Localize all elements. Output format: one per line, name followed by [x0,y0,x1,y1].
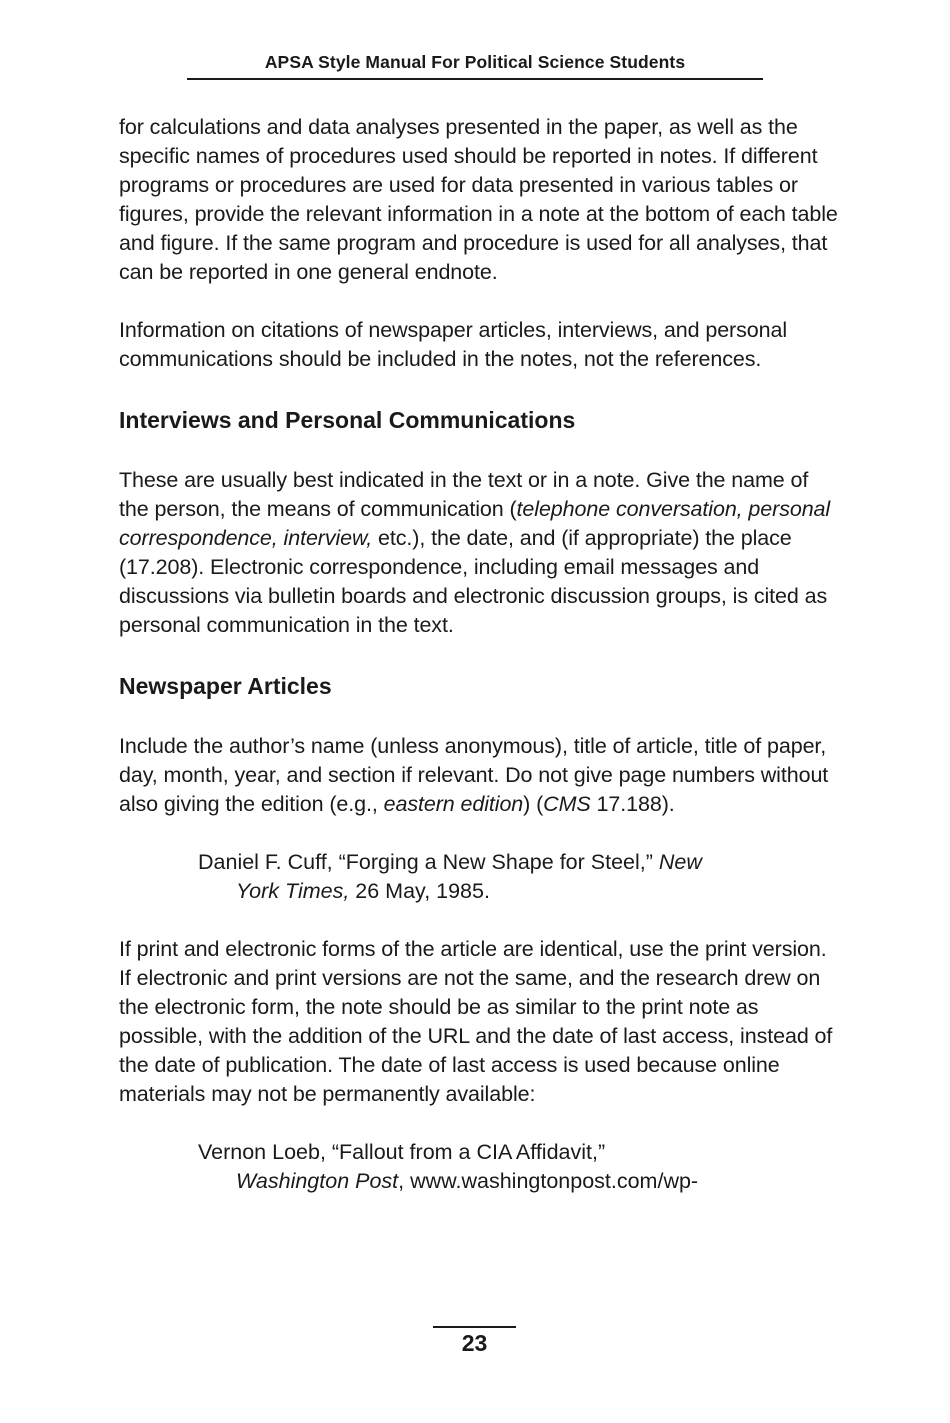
italic-text-run: New [658,850,702,874]
text-run: 26 May, 1985. [349,879,490,903]
citation-continuation [198,877,758,906]
italic-text-run: CMS [543,792,591,816]
italic-text-run: York Times, [236,879,350,903]
section-heading-newspaper: Newspaper Articles [119,673,332,699]
text-run: , www.washingtonpost.com/wp- [398,1169,699,1193]
body-paragraph-newspaper [119,732,839,819]
body-paragraph-electronic: If print and electronic forms of the article are identical, use the print version. If electronic and print versions are not the same, and the research drew on the electronic form, the note should be as similar to the print note as possible, with the addition of the URL and the date of last access, instead of the date of publication. The date of last access is used because online materials may not be permanently available: [119,937,833,1106]
body-paragraph-interviews [119,466,839,640]
citation-continuation [198,1167,758,1196]
body-paragraph: for calculations and data analyses presented in the paper, as well as the specific names of procedures used should be reported in notes. If different programs or procedures are used for data presented in various tables or figures, provide the relevant information in a note at the bottom of each table and figure. If the same program and procedure is used for all analyses, that can be reported in one general endnote. [119,115,838,284]
running-header-title: APSA Style Manual For Political Science Students [264,52,686,72]
body-paragraph: Information on citations of newspaper articles, interviews, and personal communications should be included in the notes, not the references. [119,318,788,371]
italic-text-run: telephone conversation, personal correspondence, interview, [119,497,831,550]
text-run: Include the author’s name (unless anonymous), title of article, title of paper, day, month, year, and section if relevant. Do not give page numbers without also giving the edition (e.g., [119,734,829,816]
text-run: 17.188). [590,792,675,816]
text-run: ) ( [523,792,544,816]
page-body [119,113,839,1196]
text-run: These are usually best indicated in the text or in a note. Give the name of the person, the means of communication ( [119,468,809,521]
text-run: etc.), the date, and (if appropriate) the place (17.208). Electronic correspondence, including email messages and discussions via bulletin boards and electronic discussion groups, is cited as personal communication in the text. [119,526,828,637]
italic-text-run: eastern edition [383,792,524,816]
header-rule [187,78,763,80]
citation-line: Vernon Loeb, “Fallout from a CIA Affidavit,” [198,1140,606,1164]
citation-line [198,850,702,874]
italic-text-run: Washington Post [236,1169,399,1193]
citation-example-loeb [198,1138,758,1196]
page-number: 23 [461,1330,488,1356]
section-heading-interviews: Interviews and Personal Communications [119,407,576,433]
text-run: Daniel F. Cuff, “Forging a New Shape for Steel,” [198,850,659,874]
citation-example-cuff [198,848,758,906]
footer-rule [433,1326,516,1328]
